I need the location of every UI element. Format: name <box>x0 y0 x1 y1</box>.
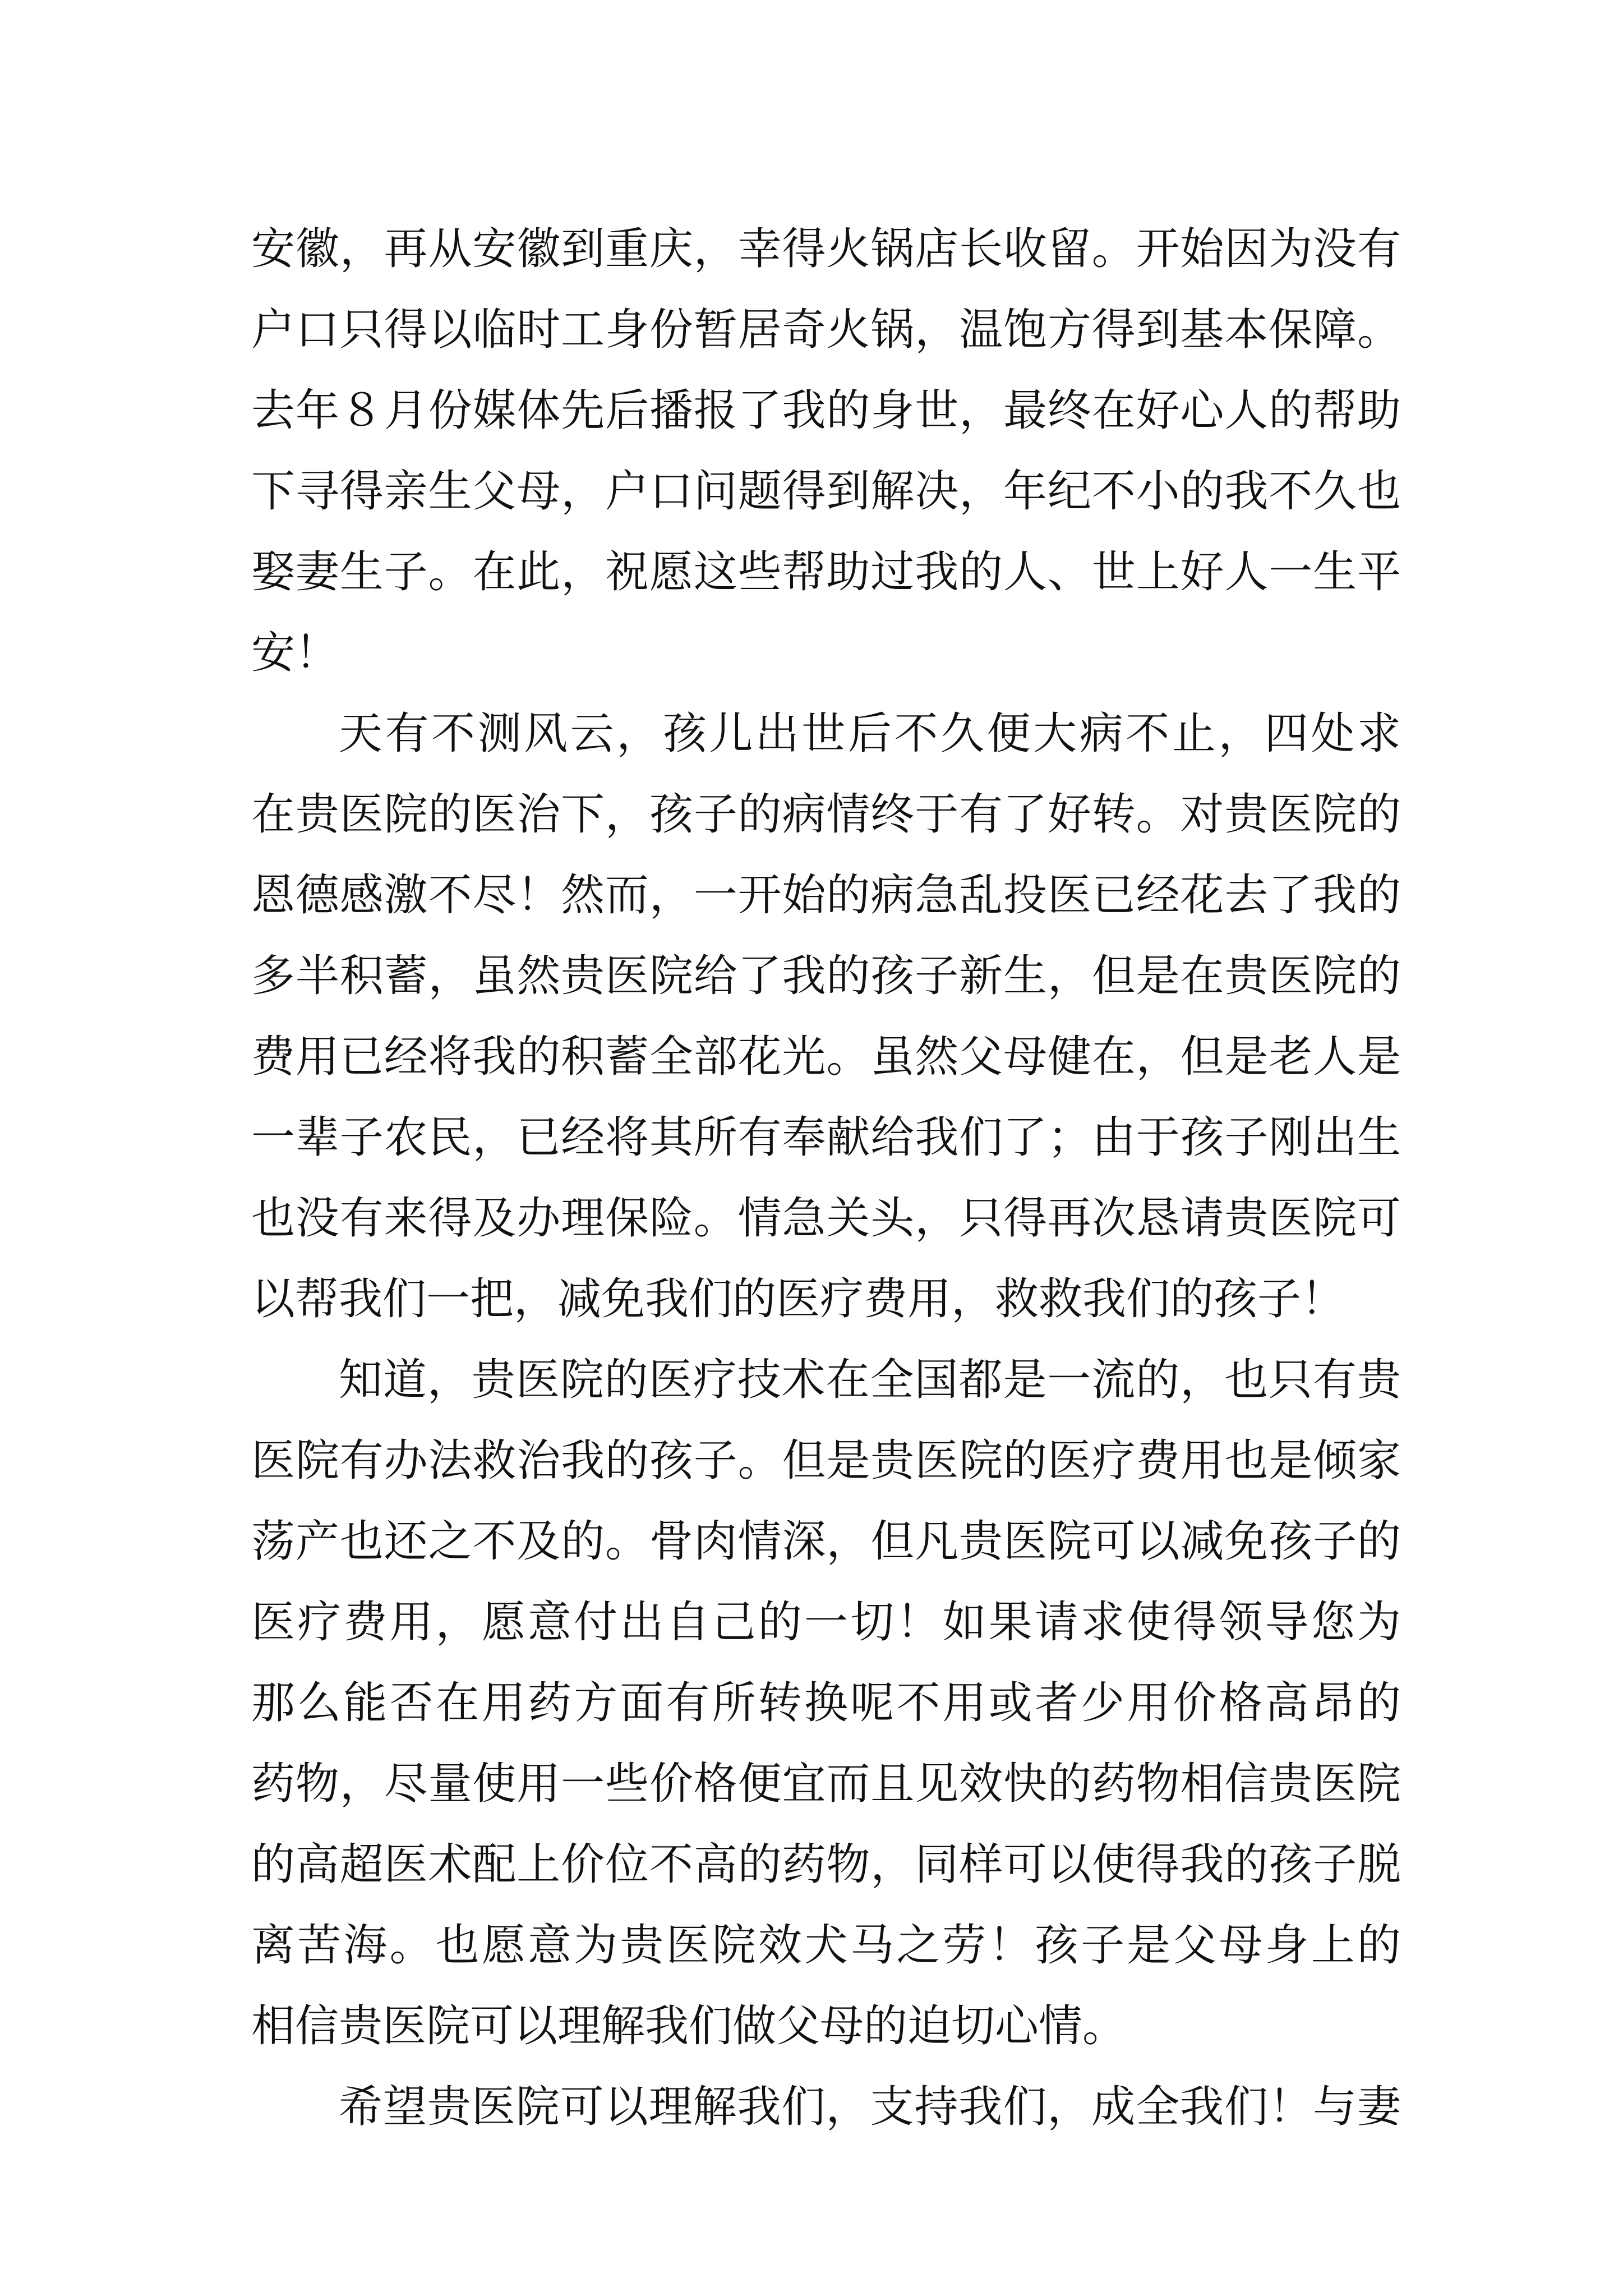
text-line: 多半积蓄，虽然贵医院给了我的孩子新生，但是在贵医院的 <box>251 951 1401 1001</box>
text-line: 医疗费用，愿意付出自己的一切！如果请求使得领导您为 <box>251 1597 1401 1648</box>
text-line: 一辈子农民，已经将其所有奉献给我们了；由于孩子刚出生 <box>251 1112 1401 1163</box>
text-line: 药物，尽量使用一些价格便宜而且见效快的药物相信贵医院 <box>251 1759 1401 1809</box>
text-line: 知道，贵医院的医疗技术在全国都是一流的，也只有贵 <box>339 1355 1401 1405</box>
text-line: 安！ <box>251 628 339 678</box>
text-line: 去年８月份媒体先后播报了我的身世，最终在好心人的帮助 <box>251 385 1401 436</box>
letter-body <box>251 209 1401 2147</box>
text-line: 那么能否在用药方面有所转换呢不用或者少用价格高昂的 <box>251 1678 1401 1728</box>
paragraph-1 <box>251 209 1401 693</box>
text-line: 天有不测风云，孩儿出世后不久便大病不止，四处求 <box>339 708 1401 759</box>
text-line: 以帮我们一把，减免我们的医疗费用，救救我们的孩子！ <box>251 1274 1345 1324</box>
text-line: 恩德感激不尽！然而，一开始的病急乱投医已经花去了我的 <box>251 870 1401 921</box>
paragraph-2 <box>251 693 1401 1340</box>
paragraph-3 <box>251 1340 1401 2067</box>
text-line: 户口只得以临时工身份暂居奇火锅，温饱方得到基本保障。 <box>251 305 1401 355</box>
text-line: 在贵医院的医治下，孩子的病情终于有了好转。对贵医院的 <box>251 789 1401 840</box>
text-line: 费用已经将我的积蓄全部花光。虽然父母健在，但是老人是 <box>251 1032 1401 1082</box>
text-line: 医院有办法救治我的孩子。但是贵医院的医疗费用也是倾家 <box>251 1435 1401 1486</box>
text-line: 希望贵医院可以理解我们，支持我们，成全我们！与妻 <box>339 2082 1401 2132</box>
text-line: 相信贵医院可以理解我们做父母的迫切心情。 <box>251 2001 1127 2051</box>
text-line: 离苦海。也愿意为贵医院效犬马之劳！孩子是父母身上的 <box>251 1920 1401 1971</box>
text-line: 安徽，再从安徽到重庆，幸得火锅店长收留。开始因为没有 <box>251 224 1401 274</box>
paragraph-4 <box>251 2067 1401 2147</box>
text-line: 娶妻生子。在此，祝愿这些帮助过我的人、世上好人一生平 <box>251 547 1401 597</box>
text-line: 下寻得亲生父母，户口问题得到解决，年纪不小的我不久也 <box>251 466 1401 517</box>
text-line: 也没有来得及办理保险。情急关头，只得再次恳请贵医院可 <box>251 1193 1401 1244</box>
text-line: 荡产也还之不及的。骨肉情深，但凡贵医院可以减免孩子的 <box>251 1516 1401 1567</box>
text-line: 的高超医术配上价位不高的药物，同样可以使得我的孩子脱 <box>251 1839 1401 1890</box>
